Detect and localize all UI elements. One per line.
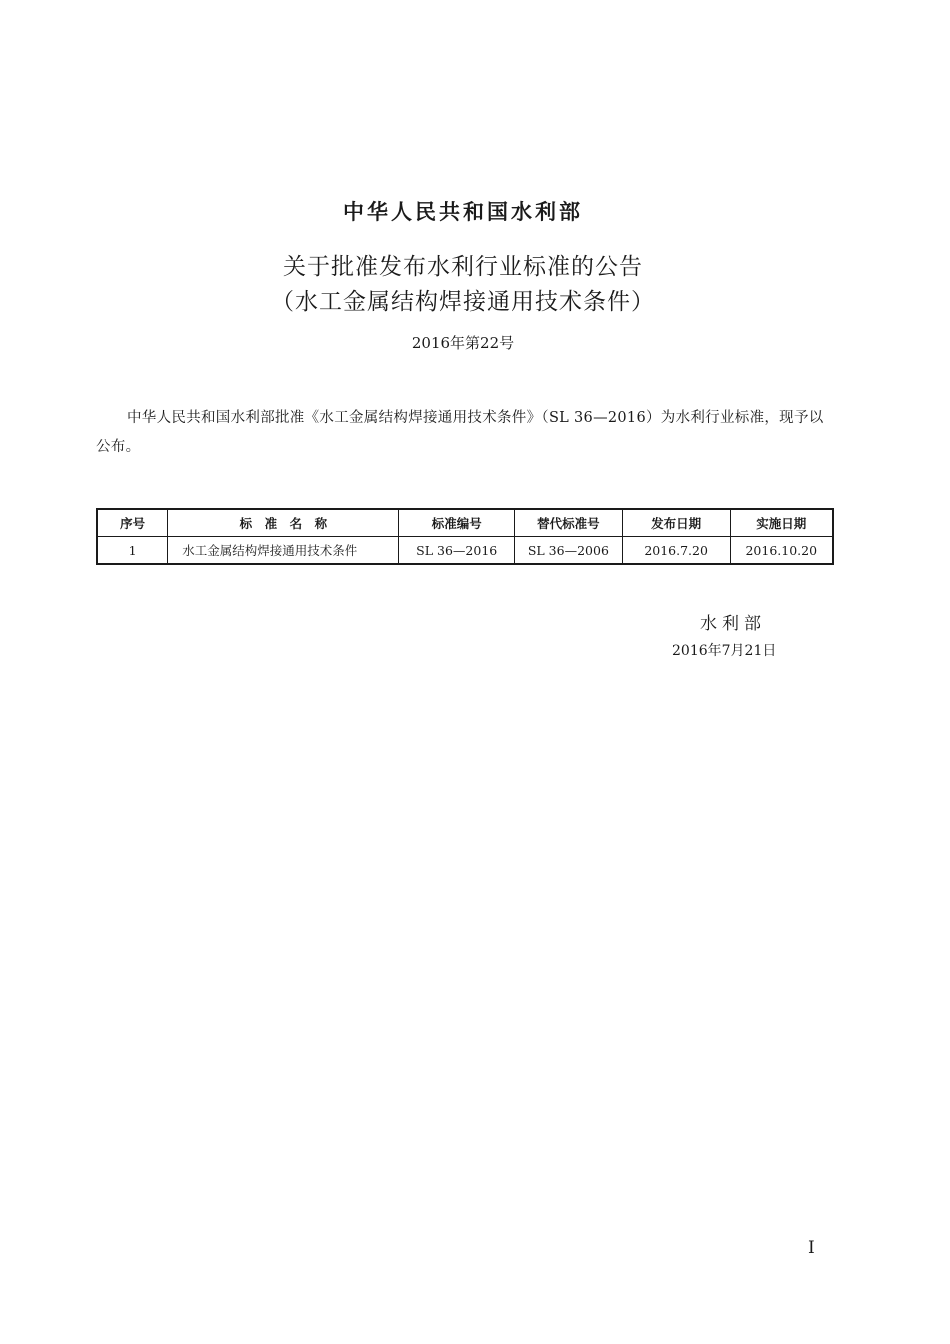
announcement-body: 中华人民共和国水利部批准《水工金属结构焊接通用技术条件》（SL 36—2016）为水利行业标准，现予以公布。 — [96, 410, 824, 455]
table-header-row — [97, 509, 833, 537]
cell-standard-code: SL 36—2016 — [399, 537, 515, 565]
announcement-title-line1: 关于批准发布水利行业标准的公告 — [283, 254, 643, 280]
issuer-heading: 中华人民共和国水利部 — [343, 199, 583, 224]
cell-standard-name: 水工金属结构焊接通用技术条件 — [168, 537, 399, 565]
announcement-title-line2: （水工金属结构焊接通用技术条件） — [271, 289, 655, 315]
cell-release-date: 2016.7.20 — [622, 537, 730, 565]
header-serial: 序号 — [97, 509, 168, 537]
table-row — [97, 537, 833, 565]
header-release-date: 发布日期 — [622, 509, 730, 537]
page-number: I — [808, 1238, 815, 1258]
signature-organization: 水利部 — [700, 614, 766, 634]
header-replaced-code: 替代标准号 — [515, 509, 623, 537]
cell-effective-date: 2016.10.20 — [730, 537, 833, 565]
header-standard-code: 标准编号 — [399, 509, 515, 537]
standards-table — [96, 508, 834, 565]
signature-date: 2016年7月21日 — [672, 643, 777, 659]
document-number: 2016年第22号 — [411, 334, 515, 352]
header-effective-date: 实施日期 — [730, 509, 833, 537]
header-standard-name: 标 准 名 称 — [168, 509, 399, 537]
cell-replaced-code: SL 36—2006 — [515, 537, 623, 565]
cell-serial: 1 — [97, 537, 168, 565]
